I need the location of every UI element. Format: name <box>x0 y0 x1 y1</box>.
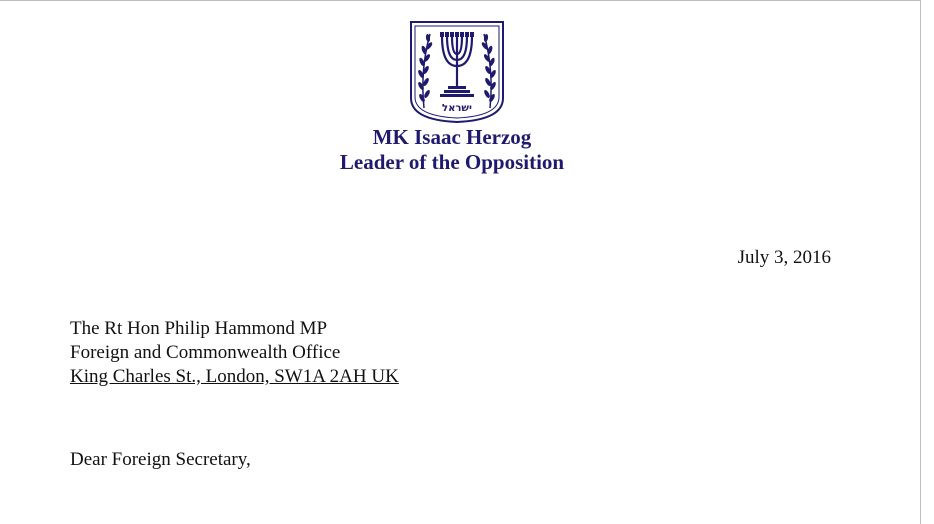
salutation: Dear Foreign Secretary, <box>70 449 251 470</box>
state-of-israel-emblem-icon <box>408 20 506 124</box>
recipient-office: Foreign and Commonwealth Office <box>70 342 341 363</box>
page-border-right <box>920 0 921 524</box>
letterhead-title: Leader of the Opposition <box>339 150 565 174</box>
letterhead-name: MK Isaac Herzog <box>372 125 532 149</box>
emblem-inscription: ישראל <box>442 103 472 114</box>
recipient-address: King Charles St., London, SW1A 2AH UK <box>70 366 399 387</box>
page-border-top <box>0 0 921 1</box>
recipient-name: The Rt Hon Philip Hammond MP <box>70 318 328 339</box>
letter-date: July 3, 2016 <box>737 247 831 268</box>
